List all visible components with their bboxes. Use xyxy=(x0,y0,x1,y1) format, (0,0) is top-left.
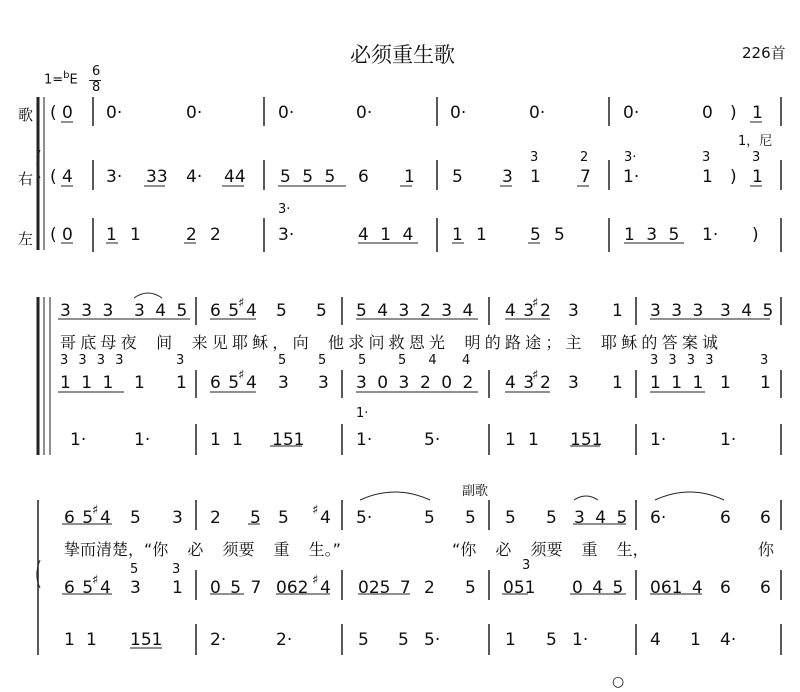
s3-left-note: 5 xyxy=(358,630,369,650)
s1-voice-note: 0· xyxy=(529,103,546,123)
s2-voice-sharp: ♯ xyxy=(238,296,245,311)
s3-voice-note: 3 xyxy=(172,508,183,528)
s1-right-note: 1 xyxy=(752,167,763,187)
s2-lyrics: 哥底母夜 间 来见耶稣，向 他求问救恩光 明的路途；主 耶稣的答案诚 xyxy=(60,333,723,352)
s2-right-upper: 5 xyxy=(318,353,327,368)
time-signature-top: 6 xyxy=(92,64,101,79)
s2-voice-note: 2 xyxy=(540,301,551,321)
s1-left-note: 5 xyxy=(530,225,541,245)
s2-voice-note: 2 3 4 xyxy=(420,301,474,321)
s3-left-note: 1· xyxy=(572,630,589,650)
s1-left-note: 1 xyxy=(476,225,487,245)
s3-voice-sharp: ♯ xyxy=(92,503,99,518)
s3-right-upper: 3 xyxy=(172,562,181,577)
s2-left-note: 1· xyxy=(356,430,373,450)
s1-left-note: 3· xyxy=(278,225,295,245)
s2-voice-note: 5 xyxy=(276,301,287,321)
s2-right-note: 3 xyxy=(318,373,329,393)
s1-voice-note: 0 xyxy=(62,103,73,123)
s3-left-note: 5 xyxy=(398,630,409,650)
s2-left-note: 1· xyxy=(650,430,667,450)
s3-voice-note: 5 xyxy=(250,508,261,528)
s1-right-note: 5 5 5 xyxy=(280,167,336,187)
s1-right-note: 4· xyxy=(186,167,203,187)
s2-left-note: 1· xyxy=(134,430,151,450)
s3-right-note: 0 5 7 xyxy=(210,578,262,598)
s2-voice-note: 1 xyxy=(612,301,623,321)
s3-left-note: 2· xyxy=(276,630,293,650)
s3-voice-note: 5 xyxy=(505,508,516,528)
s1-right-open-paren: ( xyxy=(50,167,57,187)
s1-voice-close-paren: ) xyxy=(730,103,737,123)
s1-voice-note: 0· xyxy=(356,103,373,123)
s3-left-note: 5· xyxy=(424,630,441,650)
s3-right-note: 025 7 xyxy=(358,578,411,598)
s2-right-note: 2 0 2 xyxy=(420,373,474,393)
s3-voice-note: 6 5 xyxy=(64,508,94,528)
s2-right-upper: 3 xyxy=(176,353,185,368)
s2-left-note: 1 xyxy=(210,430,221,450)
hymn-number: 226首 xyxy=(742,44,786,62)
s3-right-note: 6 xyxy=(720,578,731,598)
s2-right-note: 1 xyxy=(134,373,145,393)
s3-right-note: 6 xyxy=(760,578,771,598)
s2-right-note: 4 3 xyxy=(505,373,535,393)
s3-right-note: 0 4 5 xyxy=(572,578,624,598)
s3-voice-note: 5 xyxy=(424,508,435,528)
s1-voice-lyric-mark: 1，尼 xyxy=(738,134,773,149)
s3-right-note: 2 xyxy=(424,578,435,598)
s1-right-upper: 3 xyxy=(530,150,539,165)
s2-right-note: 1 1 1 xyxy=(650,373,704,393)
s3-voice-note: 6 xyxy=(720,508,731,528)
s2-left-upper: 1· xyxy=(356,406,369,421)
s3-right-note: 1 xyxy=(172,578,183,598)
s2-right-note: 1 xyxy=(760,373,771,393)
s2-right-note: 3 0 3 xyxy=(356,373,410,393)
s2-right-note: 3 xyxy=(568,373,579,393)
s2-voice-note: 5 xyxy=(316,301,327,321)
s1-left-note: 1 xyxy=(130,225,141,245)
s3-right-note: 4 xyxy=(320,578,331,598)
s3-left-note: 1 xyxy=(505,630,516,650)
s2-voice-note: 3 xyxy=(568,301,579,321)
s2-right-note: 1 xyxy=(720,373,731,393)
s2-right-upper: 3 xyxy=(760,353,769,368)
s1-right-upper: 3· xyxy=(624,150,637,165)
s1-right-note: 1 xyxy=(404,167,415,187)
s1-left-note: 2 xyxy=(186,225,197,245)
s3-right-sharp: ♯ xyxy=(312,573,319,588)
s1-left-note: 4 1 4 xyxy=(358,225,414,245)
s1-right-note: 44 xyxy=(224,167,246,187)
s1-left-note: 1 xyxy=(106,225,117,245)
s2-voice-note: 4 xyxy=(246,301,257,321)
s3-lyrics-b: “你 必 须要 重 生， xyxy=(452,540,649,559)
s1-left-close-paren: ) xyxy=(752,225,759,245)
s2-left-note: 1 xyxy=(505,430,516,450)
s3-voice-note: 6· xyxy=(650,508,667,528)
s3-left-note: 1 xyxy=(64,630,75,650)
chorus-label: 副歌 xyxy=(462,484,489,499)
s3-right-note: 051 xyxy=(503,578,536,598)
footer-mark: ○ xyxy=(612,674,625,690)
s2-left-note: 1 xyxy=(528,430,539,450)
s2-right-upper: 3 3 3 3 xyxy=(60,353,124,368)
part-label-right: 右 xyxy=(18,170,34,188)
s1-left-note: 1 3 5 xyxy=(624,225,680,245)
s1-right-note: 3 xyxy=(502,167,513,187)
s2-voice-note: 4 3 xyxy=(505,301,535,321)
s3-right-upper: 5 xyxy=(130,562,139,577)
s1-left-note: 5 xyxy=(554,225,565,245)
s3-lyrics-a: 挚而清楚，“你 必 须要 重 生。” xyxy=(64,540,341,559)
s3-right-upper: 3 xyxy=(522,558,531,573)
s2-left-note: 151 xyxy=(570,430,603,450)
s1-voice-open-paren: ( xyxy=(50,103,57,123)
s1-right-note: 33 xyxy=(146,167,168,187)
s1-voice-note: 0 xyxy=(702,103,713,123)
s3-left-note: 4 xyxy=(650,630,661,650)
s1-right-note: 7 xyxy=(580,167,591,187)
s1-left-note: 0 xyxy=(62,225,73,245)
part-label-voice: 歌 xyxy=(18,106,34,124)
s3-lyrics-c: 你 xyxy=(758,540,775,559)
s3-voice-note: 5· xyxy=(356,508,373,528)
s1-voice-note: 0· xyxy=(450,103,467,123)
s2-right-note: 1 xyxy=(612,373,623,393)
s1-right-upper: 3 xyxy=(702,150,711,165)
s2-right-note: 3 xyxy=(278,373,289,393)
s3-voice-note: 2 xyxy=(210,508,221,528)
s1-left-note: 1 xyxy=(452,225,463,245)
s2-voice-note: 5 4 3 xyxy=(356,301,410,321)
s2-left-note: 5· xyxy=(424,430,441,450)
page-title: 必须重生歌 xyxy=(350,43,455,67)
s2-right-sharp: ♯ xyxy=(238,368,245,383)
s1-left-open-paren: ( xyxy=(50,225,57,245)
part-label-left: 左 xyxy=(18,230,34,248)
s2-right-note: 4 xyxy=(246,373,257,393)
s1-right-upper: 2 xyxy=(580,150,589,165)
s2-right-note: 1 xyxy=(176,373,187,393)
s3-voice-note: 4 xyxy=(320,508,331,528)
s3-left-note: 2· xyxy=(210,630,227,650)
s3-voice-note: 6 xyxy=(760,508,771,528)
s3-voice-note: 4 xyxy=(100,508,111,528)
s1-voice-note: 0· xyxy=(106,103,123,123)
s1-right-note: 1 xyxy=(702,167,713,187)
s2-voice-sharp: ♯ xyxy=(532,296,539,311)
s1-right-note: 1 xyxy=(530,167,541,187)
s1-voice-note: 0· xyxy=(278,103,295,123)
s1-voice-note: 1 xyxy=(752,103,763,123)
s2-voice-note: 6 5 xyxy=(210,301,240,321)
s2-right-upper: 4 xyxy=(462,353,471,368)
s2-left-note: 1 xyxy=(232,430,243,450)
s2-right-note: 6 5 xyxy=(210,373,240,393)
s2-left-note: 151 xyxy=(272,430,305,450)
s3-right-note: 4 xyxy=(100,578,111,598)
s2-voice-note: 3 3 3 xyxy=(60,301,114,321)
s2-right-note: 1 1 1 xyxy=(60,373,114,393)
s3-voice-note: 5 xyxy=(278,508,289,528)
s1-right-upper: 3 xyxy=(752,150,761,165)
s1-right-close-paren: ) xyxy=(730,167,737,187)
s3-left-note: 1 xyxy=(690,630,701,650)
s2-right-upper: 5 xyxy=(358,353,367,368)
s3-right-note: 062 xyxy=(276,578,309,598)
s3-voice-note: 5 xyxy=(130,508,141,528)
time-signature-bottom: 8 xyxy=(92,80,101,95)
s3-right-note: 6 5 xyxy=(64,578,94,598)
s3-left-note: 5 xyxy=(546,630,557,650)
s2-right-note: 2 xyxy=(540,373,551,393)
s2-voice-note: 3 4 5 xyxy=(720,301,774,321)
s2-right-sharp: ♯ xyxy=(532,368,539,383)
s1-right-note: 1· xyxy=(623,167,640,187)
s3-left-note: 151 xyxy=(130,630,163,650)
s3-right-note: 061 4 xyxy=(650,578,703,598)
s1-right-note: 6 xyxy=(358,167,369,187)
s1-voice-note: 0· xyxy=(186,103,203,123)
s1-right-note: 5 xyxy=(452,167,463,187)
s3-left-note: 4· xyxy=(720,630,737,650)
s3-voice-note: 5 xyxy=(546,508,557,528)
s2-voice-note: 3 4 5 xyxy=(134,301,188,321)
s2-left-note: 1· xyxy=(70,430,87,450)
s3-voice-note: 5 xyxy=(465,508,476,528)
s1-voice-note: 0· xyxy=(623,103,640,123)
s1-right-note: 4 xyxy=(62,167,73,187)
s3-right-sharp: ♯ xyxy=(92,573,99,588)
s1-right-note: 3· xyxy=(106,167,123,187)
s3-voice-sharp: ♯ xyxy=(312,503,319,518)
s3-right-note: 3 xyxy=(130,578,141,598)
s2-right-upper: 5 4 xyxy=(398,353,437,368)
s2-voice-note: 3 3 3 xyxy=(650,301,704,321)
s1-left-note: 1· xyxy=(702,225,719,245)
s2-right-upper: 5 xyxy=(278,353,287,368)
s1-left-upper: 3· xyxy=(278,202,291,217)
s1-left-note: 2 xyxy=(210,225,221,245)
s3-right-note: 5 xyxy=(465,578,476,598)
s3-left-note: 1 xyxy=(86,630,97,650)
s2-left-note: 1· xyxy=(720,430,737,450)
s3-voice-note: 3 4 5 xyxy=(574,508,628,528)
s2-right-upper: 3 3 3 3 xyxy=(650,353,714,368)
key-signature: 1=$^b$E xyxy=(44,70,78,88)
